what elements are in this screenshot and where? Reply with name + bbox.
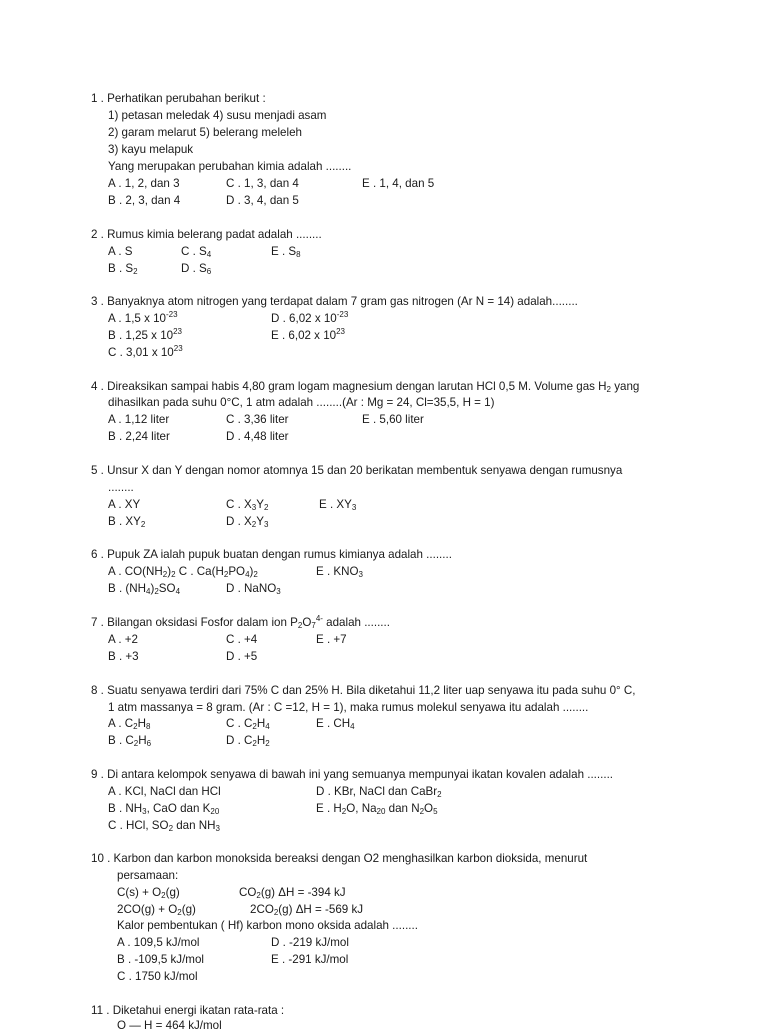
q5-option-c: C . $X_3Y_2$ [226,498,269,512]
q5-option-b: B . $XY_2$ [108,515,146,529]
q10-option-a: A . 109,5 kJ/mol [117,936,200,949]
q8-option-c: C . $C_2H_4$ [226,717,270,731]
q2-option-b: B . $S_2$ [108,262,138,276]
q4-stem: 4 . Direaksikan sampai habis 4,80 gram logam magnesium dengan larutan HCl 0,5 M. Volume gas $H_2$ yang [91,380,640,394]
q4-option-e: E . 5,60 liter [362,413,424,426]
q4-stem-line2: dihasilkan pada suhu 0°C, 1 atm adalah ........(Ar : Mg = 24, Cl=35,5, H = 1) [108,396,495,409]
q10-option-e: E . -291 kJ/mol [271,953,349,966]
q1-line: 1) petasan meledak 4) susu menjadi asam [108,109,327,122]
q1-option-d: D . 3, 4, dan 5 [226,194,299,207]
q8-stem-line2: 1 atm massanya = 8 gram. (Ar : C =12, H = 1), maka rumus molekul senyawa itu adalah ........ [108,701,589,714]
q5-option-e: E . $XY_3$ [319,498,357,512]
q8-option-e: E . $CH_4$ [316,717,355,731]
q7-option-a: A . +2 [108,633,138,646]
q6-option-e: E . $KNO_3$ [316,565,363,579]
q11-line2: O — H = 464 kJ/mol [117,1019,222,1032]
q3-option-d: D . 6,02 x $10^{-23}$ [271,310,349,325]
q4-option-c: C . 3,36 liter [226,413,289,426]
q6-option-b: B . $(NH_4)_2SO_4$ [108,582,181,596]
q4-option-d: D . 4,48 liter [226,430,289,443]
q7-option-c: C . +4 [226,633,258,646]
q3-option-b: B . 1,25 x $10^{23}$ [108,327,183,342]
q2-option-a: A . S [108,245,133,258]
q4-option-b: B . 2,24 liter [108,430,170,443]
q7-option-d: D . +5 [226,650,258,663]
q7-option-b: B . +3 [108,650,139,663]
q1-line: Yang merupakan perubahan kimia adalah ........ [108,160,352,173]
q7-stem: 7 . Bilangan oksidasi Fosfor dalam ion $P_2O_7^{4-}$ adalah ........ [91,614,390,630]
q11-stem: 11 . Diketahui energi ikatan rata-rata : [91,1004,285,1017]
q6-stem: 6 . Pupuk ZA ialah pupuk buatan dengan rumus kimianya adalah ........ [91,548,452,561]
q8-option-a: A . $C_2H_8$ [108,717,151,731]
q10-option-b: B . -109,5 kJ/mol [117,953,204,966]
q2-stem: 2 . Rumus kimia belerang padat adalah ........ [91,228,322,241]
q2-option-d: D . $S_6$ [181,262,212,276]
q1-option-e: E . 1, 4, dan 5 [362,177,435,190]
q5-dots: ........ [108,481,134,494]
q1-stem: 1 . Perhatikan perubahan berikut : [91,92,266,105]
q10-stem: 10 . Karbon dan karbon monoksida bereaksi dengan O2 menghasilkan karbon dioksida, menurut [91,852,588,865]
q5-option-a: A . XY [108,498,141,511]
q8-option-d: D . $C_2H_2$ [226,734,270,748]
q3-option-c: C . 3,01 x $10^{23}$ [108,344,183,359]
q10-reaction2-products: $2CO_2(g) \Delta H = -569$ kJ [250,903,364,917]
q1-option-c: C . 1, 3, dan 4 [226,177,299,190]
q10-option-d: D . -219 kJ/mol [271,936,349,949]
q9-option-c: C . HCl, $SO_2$ dan $NH_3$ [108,819,220,833]
q9-option-d: D . KBr, NaCl dan CaBr$_2$ [316,785,442,799]
q10-option-c: C . 1750 kJ/mol [117,970,198,983]
q5-stem: 5 . Unsur X dan Y dengan nomor atomnya 15 dan 20 berikatan membentuk senyawa dengan rumusnya [91,464,623,477]
q4-option-a: A . 1,12 liter [108,413,170,426]
q6-option-d: D . NaNO$_3$ [226,582,281,596]
q8-stem: 8 . Suatu senyawa terdiri dari 75% C dan 25% H. Bila diketahui 11,2 liter uap senyawa itu pada suhu 0° C, [91,684,636,697]
q10-reaction2-reactants: $2CO(g) + O_2(g)$ [117,903,196,917]
q8-option-b: B . $C_2H_6$ [108,734,152,748]
q6-option-a-c: A . $CO(NH_2)_2$ C . $Ca(H_2PO_4)_2$ [108,565,258,579]
q2-option-e: E . $S_8$ [271,245,301,259]
q9-option-b: B . $NH_3$, CaO dan $K_{20}$ [108,802,220,816]
q10-question-line: Kalor pembentukan ( Hf) karbon mono oksida adalah ........ [117,919,418,932]
q1-option-b: B . 2, 3, dan 4 [108,194,181,207]
q2-option-c: C . $S_4$ [181,245,212,259]
q10-stem-line2: persamaan: [117,869,179,882]
q1-line: 3) kayu melapuk [108,143,194,156]
q10-reaction1-reactants: $C(s) + O_2(g)$ [117,886,180,900]
q9-option-e: E . $H_2O$, $Na_{20}$ dan $N_2O_5$ [316,802,438,816]
q3-option-a: A . 1,5 x $10^{-23}$ [108,310,178,325]
q3-option-e: E . 6,02 x $10^{23}$ [271,327,346,342]
q9-option-a: A . KCl, NaCl dan HCl [108,785,221,798]
q10-reaction1-products: $CO_2(g) \Delta H = -394$ kJ [239,886,346,900]
q3-stem: 3 . Banyaknya atom nitrogen yang terdapat dalam 7 gram gas nitrogen (Ar N = 14) adalah........ [91,295,578,308]
q1-option-a: A . 1, 2, dan 3 [108,177,180,190]
q5-option-d: D . $X_2Y_3$ [226,515,269,529]
q7-option-e: E . +7 [316,633,347,646]
q1-line: 2) garam melarut 5) belerang meleleh [108,126,302,139]
q9-stem: 9 . Di antara kelompok senyawa di bawah ini yang semuanya mempunyai ikatan kovalen adalah ........ [91,768,614,781]
